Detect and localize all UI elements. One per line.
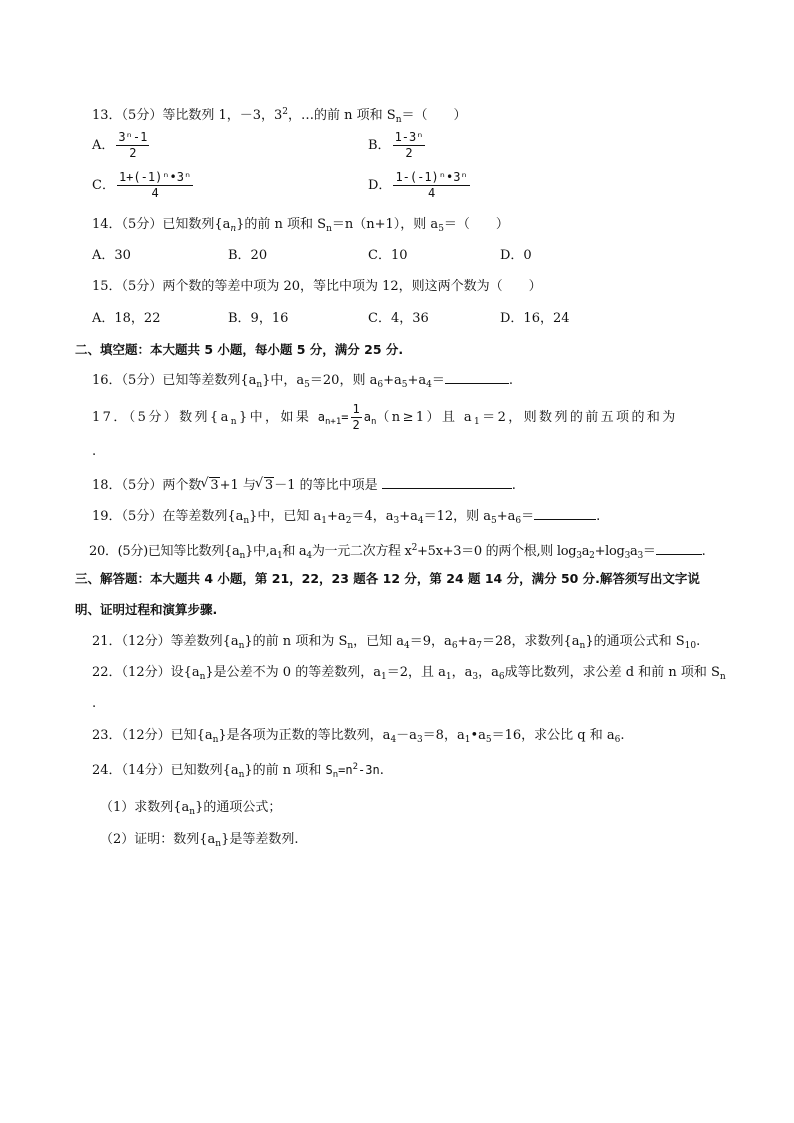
q14-t2: }的前 n 项和 S — [236, 217, 327, 232]
t: . — [620, 728, 625, 743]
t: }的通项公式和 S — [585, 634, 685, 649]
q13-option-d — [368, 170, 472, 201]
t: +a — [399, 509, 418, 524]
t: 3 — [210, 478, 219, 493]
q13-sub: n — [395, 115, 402, 125]
question-16: 16．（5分）已知等差数列$\{a_n\}$中，$a_5=20$，则 $a_6+a_5+a_4=$ . — [92, 373, 514, 390]
t: 20．(5分)已知等比数列{a — [89, 544, 240, 559]
frac-num: 1-(-1)ⁿ•3ⁿ — [395, 170, 468, 184]
fraction — [393, 170, 469, 201]
opt-label: D． — [368, 178, 392, 193]
q14-t3: ＝n（n+1），则 a — [331, 217, 439, 232]
t: }的前 n 项和 — [244, 763, 322, 778]
t: ＝8，a — [422, 728, 465, 743]
q13-option-c — [92, 170, 195, 201]
question-13 — [92, 102, 467, 130]
question-17: 17．（5分）数列$\{a_n\}$中，如果 $a_{n+1}=$ $\frac{1}{2}$ $a_n(n\ge 1)$且 $a_1=2$，则数列的前五项的和为 — [92, 402, 678, 432]
q14-option-b: B．20 — [228, 248, 268, 263]
t: }是各项为正数的等比数列，a — [218, 728, 391, 743]
t: 2 — [352, 762, 358, 772]
opt-label: A． — [92, 138, 115, 153]
q13-option-a — [92, 130, 151, 161]
recurrence-formula — [317, 402, 377, 432]
t: ，a — [478, 665, 499, 680]
opt-label: C． — [92, 178, 115, 193]
t: . — [379, 763, 384, 778]
section-3-heading-cont: 明、证明过程和演算步骤. — [75, 602, 218, 617]
q14-t4: ＝（ ） — [443, 217, 509, 232]
sqrt — [256, 476, 274, 496]
t: ＝ — [431, 373, 445, 388]
t: }的通项公式； — [195, 800, 282, 815]
frac-num: 1 — [352, 402, 360, 416]
frac-num: 1+(-1)ⁿ•3ⁿ — [118, 170, 192, 184]
t: n+1 — [325, 417, 342, 427]
t: 24．（14分）已知数列{a — [92, 763, 239, 778]
var: n — [230, 224, 237, 234]
question-23: 23．（12分）已知$\{a_n\}$是各项为正数的等比数列，$a_4-a_3=8$，$a_1•a_5=16$，求公比 q 和 $a_6$. — [92, 728, 625, 745]
frac-den: 2 — [405, 146, 413, 160]
t: 成等比数列，求公差 d 和前 n 项和 S — [504, 665, 720, 680]
t: +a — [496, 509, 516, 524]
t: . — [701, 544, 706, 559]
t: S — [325, 763, 333, 777]
fraction — [393, 130, 426, 161]
t: 18．（5分）两个数 — [92, 478, 202, 493]
t: . — [696, 634, 701, 649]
t: a — [317, 410, 326, 424]
t: =n — [338, 763, 353, 777]
t: （n≥1）且 a — [376, 410, 475, 425]
frac-num: 3ⁿ-1 — [118, 130, 148, 144]
q14-option-a: A．30 — [92, 248, 131, 263]
t: 21．（12分）等差数列{a — [92, 634, 239, 649]
t: . — [596, 509, 601, 524]
sqrt — [201, 476, 219, 496]
t: n — [370, 417, 377, 427]
frac-den: 2 — [129, 146, 137, 160]
t: ，a — [451, 665, 473, 680]
t: = — [341, 410, 349, 424]
t: 为一元二次方程 x — [311, 544, 412, 559]
opt-label: B． — [368, 138, 391, 153]
question-18 — [92, 476, 516, 496]
t: ＝ — [642, 544, 656, 559]
answer-blank[interactable] — [445, 371, 509, 384]
q13-tail: ＝（ ） — [401, 108, 467, 123]
question-21: 21．（12分）等差数列$\{a_n\}$的前 n 项和为 $S_n$，已知 $a_4=9$，$a_6+a_7=28$，求数列$\{a_n\}$的通项公式和 $S_{10}$. — [92, 634, 701, 651]
sum-formula — [325, 762, 380, 780]
t: +1 与 — [219, 478, 256, 493]
frac-den: 2 — [352, 418, 360, 432]
section-2-heading: 二、填空题：本大题共 5 小题，每小题 5 分，满分 25 分. — [75, 342, 404, 357]
t: 16．（5分）已知等差数列{a — [92, 373, 257, 388]
question-20: 20．(5分)已知等比数列$\{a_n\}$中$,a_1$和 $a_4$为一元二次方程 $x^2+5x+3=0$ 的两个根,则 $\log_3a_2+\log_3a_3=$ . — [89, 543, 706, 561]
t: ，已知 a — [353, 634, 405, 649]
t: }是等差数列. — [221, 832, 299, 847]
t: 23．（12分）已知{a — [92, 728, 213, 743]
t: ＝2，则数列的前五项的和为 — [482, 410, 678, 425]
t: •a — [470, 728, 486, 743]
t: . — [511, 478, 516, 493]
t: n — [332, 770, 339, 780]
t: ＝16，求公比 q 和 a — [491, 728, 615, 743]
frac-den: 4 — [427, 186, 436, 200]
fraction — [117, 170, 193, 201]
t: . — [508, 373, 514, 388]
t: ＝9，a — [409, 634, 452, 649]
t: －a — [396, 728, 417, 743]
t: a — [630, 544, 638, 559]
q13-suffix: ，…的前 n 项和 S — [288, 108, 396, 123]
t: ＝2，且 a — [386, 665, 446, 680]
q24-part-1: （1）求数列$\{a_n\}$的通项公式； — [100, 800, 282, 817]
fraction — [351, 402, 362, 433]
q13-text: 13．（5分）等比数列 1，－3，3 — [92, 108, 283, 123]
t: ＝28，求数列{a — [481, 634, 580, 649]
q22-trailing-dot: . — [92, 696, 97, 711]
t: }中，a — [262, 373, 305, 388]
t: ＝20，则 a — [309, 373, 378, 388]
t: （1）求数列{a — [100, 800, 190, 815]
q17-trailing-dot: . — [92, 444, 97, 459]
q14-sub: 5 — [438, 224, 444, 234]
t: －1 的等比中项是 — [274, 478, 378, 493]
t: a — [581, 544, 590, 559]
t: }是公差不为 0 的等差数列，a — [205, 665, 381, 680]
t: +a — [383, 373, 402, 388]
t: 19．（5分）在等差数列{a — [92, 509, 244, 524]
q15-option-d: D．16，24 — [500, 311, 570, 326]
t: +a — [327, 509, 346, 524]
q14-t1: 14．（5分）已知数列{a — [92, 217, 231, 232]
answer-blank[interactable] — [382, 476, 512, 489]
t: }中，如果 — [238, 410, 312, 425]
section-3-heading: 三、解答题：本大题共 4 小题，第 21，22，23 题各 12 分，第 24 题 14 分，满分 50 分.解答须写出文字说 — [75, 571, 700, 586]
t: +a — [457, 634, 477, 649]
t: ＝4，a — [351, 509, 394, 524]
t: a — [363, 410, 371, 424]
question-24: 24．（14分）已知数列$\{a_n\}$的前 n 项和 $S_n=n^2-3n$. — [92, 762, 384, 780]
q13-sup: 2 — [282, 107, 288, 117]
q14-option-d: D．0 — [500, 248, 532, 263]
q15-option-a: A．18，22 — [92, 311, 161, 326]
q13-option-b — [368, 130, 427, 161]
t: 17．（5分）数列{a — [92, 410, 231, 425]
t: （2）证明：数列{a — [100, 832, 216, 847]
t: 和 a — [282, 544, 307, 559]
t: -3n — [358, 763, 380, 777]
question-15: 15．（5分）两个数的等差中项为 20，等比中项为 12，则这两个数为（ ） — [92, 279, 542, 294]
q24-part-2: （2）证明：数列$\{a_n\}$是等差数列. — [100, 832, 299, 849]
fraction — [116, 130, 149, 161]
t: 22．（12分）设{a — [92, 665, 200, 680]
t: ＝12，则 a — [423, 509, 492, 524]
t: +log — [594, 544, 625, 559]
t: ＝ — [521, 509, 535, 524]
t: +a — [407, 373, 427, 388]
t: }中,a — [244, 544, 277, 559]
q14-option-c: C．10 — [368, 248, 408, 263]
answer-blank[interactable] — [534, 507, 596, 520]
t: }的前 n 项和为 S — [244, 634, 348, 649]
frac-den: 4 — [151, 186, 159, 200]
answer-blank[interactable] — [656, 542, 702, 555]
t: }中，已知 a — [249, 509, 322, 524]
question-22: 22．（12分）设$\{a_n\}$是公差不为 0 的等差数列，$a_1=2$，且 $a_1$，$a_3$，$a_6$成等比数列，求公差 d 和前 n 项和 $S_n$ — [92, 665, 726, 682]
q15-option-b: B．9，16 — [228, 311, 289, 326]
t: 3 — [264, 478, 274, 493]
question-14: 14．（5分）已知数列$\{a_n\}$的前 n 项和 $S_n=n(n+1)$，则 $a_5=$（ ） — [92, 217, 509, 234]
t: +5x+3＝0 的两个根,则 log — [417, 544, 577, 559]
question-19: 19．（5分）在等差数列$\{a_n\}$中，已知 $a_1+a_2=4$，$a_3+a_4=12$，则 $a_5+a_6=$ . — [92, 509, 601, 526]
q15-option-c: C．4，36 — [368, 311, 429, 326]
frac-num: 1-3ⁿ — [394, 130, 424, 144]
